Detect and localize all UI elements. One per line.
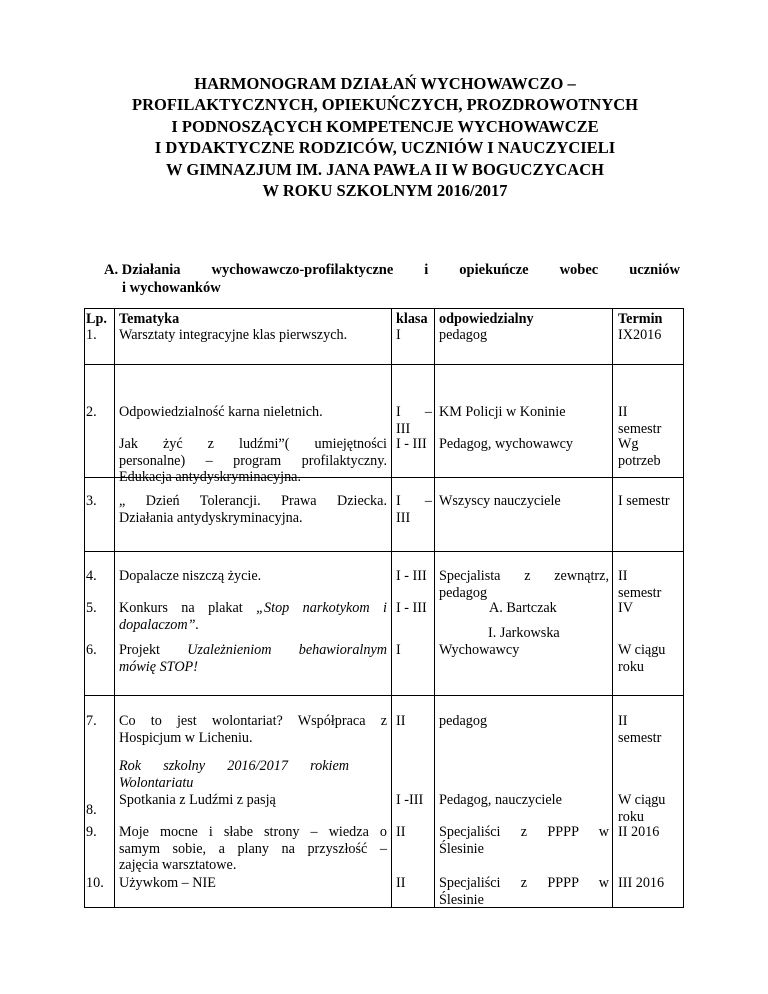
row-6-odp: I. Jarkowska Wychowawcy <box>439 625 560 658</box>
section-word: opiekuńcze <box>459 262 529 278</box>
row-3-tematyka: „ Dzień Tolerancji. Prawa Dziecka. Działania antydyskryminacyjna. <box>119 493 387 526</box>
title-line: W ROKU SZKOLNYM 2016/2017 <box>262 181 508 201</box>
row-4-lp: 4. <box>86 568 97 584</box>
row-1-termin: IX2016 <box>618 327 662 343</box>
row-8-lp: 8. <box>86 802 97 818</box>
row-6-lp: 6. <box>86 642 97 658</box>
title-line: I PODNOSZĄCYCH KOMPETENCJE WYCHOWAWCZE <box>171 116 599 136</box>
row-2b-termin: Wg potrzeb <box>618 436 661 469</box>
row-1-tematyka: Warsztaty integracyjne klas pierwszych. <box>119 327 348 343</box>
section-word: uczniów <box>629 262 680 278</box>
title-line: W GIMNAZJUM IM. JANA PAWŁA II W BOGUCZYCACH <box>166 159 604 179</box>
row-7-odp: pedagog <box>439 713 488 729</box>
section-line2: i wychowanków <box>122 280 221 296</box>
row-2-odp: KM Policji w Koninie <box>439 404 566 420</box>
row-7-lp: 7. <box>86 713 97 729</box>
row-5-klasa: I - III <box>396 600 427 616</box>
header-odpowiedzialny: odpowiedzialny <box>439 311 534 327</box>
title-line: PROFILAKTYCZNYCH, OPIEKUŃCZYCH, PROZDROWOTNYCH <box>131 95 639 115</box>
row-6-tematyka: Projekt Uzależnieniom behawioralnym mówię STOP! <box>119 642 387 675</box>
row-9-klasa: II <box>396 824 406 840</box>
header-lp: Lp. <box>86 311 107 327</box>
row-8-termin: W ciągu roku <box>618 792 666 825</box>
row-3-klasa: I – III <box>396 493 432 526</box>
section-heading <box>104 261 680 297</box>
document-title <box>60 73 710 201</box>
row-4-termin: II semestr <box>618 568 662 601</box>
header-klasa: klasa <box>396 311 428 327</box>
row-5-odp: A. Bartczak <box>489 600 557 616</box>
row-3-lp: 3. <box>86 493 97 509</box>
section-letter: A. <box>104 262 119 278</box>
row-9-odp: Specjaliści z PPPP w Ślesinie <box>439 824 609 857</box>
row-8-tematyka: Spotkania z Ludźmi z pasją <box>119 792 276 808</box>
section-word: wobec <box>559 262 599 278</box>
section-word: i <box>424 262 429 278</box>
row-10-odp: Specjaliści z PPPP w Ślesinie <box>439 875 609 908</box>
row-8-odp: Pedagog, nauczyciele <box>439 792 562 808</box>
row-2b-odp: Pedagog, wychowawcy <box>439 436 573 452</box>
row-8-klasa: I -III <box>396 792 424 808</box>
row-10-klasa: II <box>396 875 406 891</box>
row-2-klasa: I – III <box>396 404 432 437</box>
row-3-odp: Wszyscy nauczyciele <box>439 493 561 509</box>
row-5-lp: 5. <box>86 600 97 616</box>
title-line: HARMONOGRAM DZIAŁAŃ WYCHOWAWCZO – <box>194 74 576 93</box>
row-7-klasa: II <box>396 713 406 729</box>
row-6-klasa: I <box>396 642 401 658</box>
section-word: wychowawczo-profilaktyczne <box>211 262 394 278</box>
schedule-table <box>84 308 684 908</box>
row-2b-klasa: I - III <box>396 436 427 452</box>
row-1-klasa: I <box>396 327 401 343</box>
row-4-odp: Specjalista z zewnątrz, pedagog <box>439 568 609 601</box>
row-1-lp: 1. <box>86 327 97 343</box>
row-9-lp: 9. <box>86 824 97 840</box>
title-line: I DYDAKTYCZNE RODZICÓW, UCZNIÓW I NAUCZYCIELI <box>154 138 616 158</box>
row-2-termin: II semestr <box>618 404 662 437</box>
row-4-klasa: I - III <box>396 568 427 584</box>
row-1-odp: pedagog <box>439 327 488 343</box>
row-10-termin: III 2016 <box>618 875 665 891</box>
header-tematyka: Tematyka <box>119 311 180 327</box>
row-2b-tematyka: Jak żyć z ludźmi”( umiejętności personalne) – program profilaktyczny. Edukacja antydyskryminacyjna. <box>119 436 387 485</box>
row-5-termin: IV <box>618 600 633 616</box>
row-7-tematyka: Co to jest wolontariat? Współpraca z Hospicjum w Licheniu. <box>119 713 387 746</box>
row-4-tematyka: Dopalacze niszczą życie. <box>119 568 262 584</box>
row-7-tematyka-note: Rok szkolny 2016/2017 rokiem Wolontariatu <box>119 758 349 791</box>
row-2-tematyka: Odpowiedzialność karna nieletnich. <box>119 404 323 420</box>
section-word: Działania <box>121 262 181 278</box>
row-10-lp: 10. <box>86 875 104 891</box>
row-3-termin: I semestr <box>618 493 670 509</box>
row-7-termin: II semestr <box>618 713 662 746</box>
row-9-tematyka: Moje mocne i słabe strony – wiedza o samym sobie, a plany na przyszłość – zajęcia warsztatowe. <box>119 824 387 873</box>
row-2-lp: 2. <box>86 404 97 420</box>
row-5-tematyka: Konkurs na plakat „Stop narkotykom i dopalaczom”. <box>119 600 387 633</box>
row-6-termin: W ciągu roku <box>618 642 666 675</box>
header-termin: Termin <box>618 311 663 327</box>
row-9-termin: II 2016 <box>618 824 660 840</box>
row-10-tematyka: Używkom – NIE <box>119 875 216 891</box>
